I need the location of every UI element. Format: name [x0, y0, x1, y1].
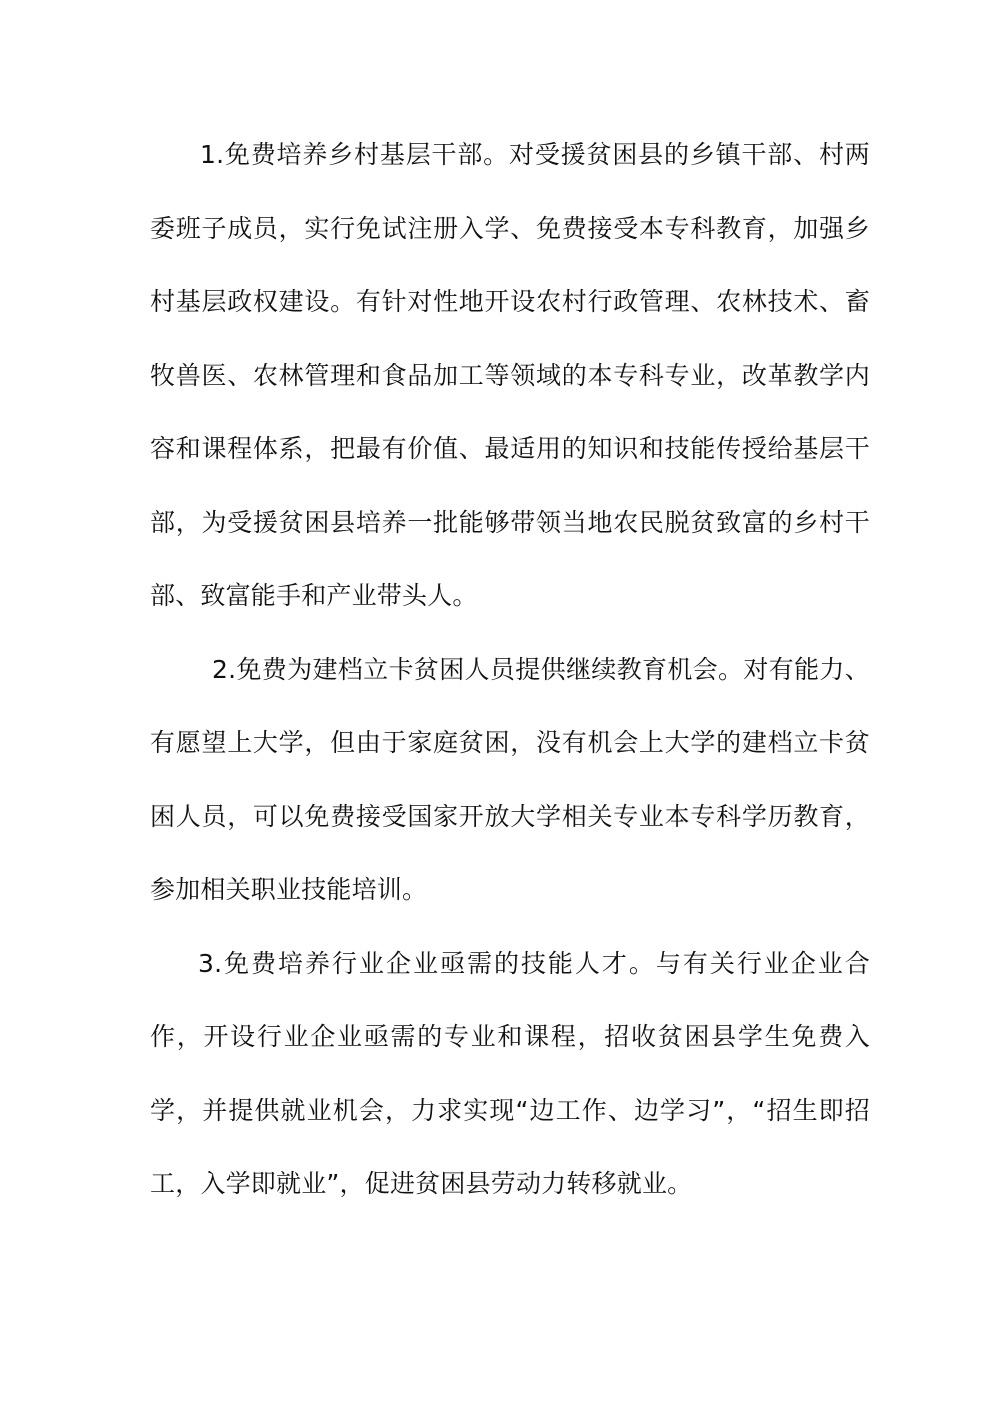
paragraph-1-body: 对受援贫困县的乡镇干部、村两委班子成员，实行免试注册入学、免费接受本专科教育，加强乡村基层政权建设。有针对性地开设农村行政管理、农林技术、畜牧兽医、农林管理和食品加工等领域的本专科专业，改革教学内容和课程体系，把最有价值、最适用的知识和技能传授给基层干部，为受援贫困县培养一批能够带领当地农民脱贫致富的乡村干部、致富能手和产业带头人。: [150, 140, 870, 610]
paragraph-1: [150, 118, 870, 633]
paragraph-3-number: 3.: [198, 948, 223, 978]
paragraph-3-body: 与有关行业企业合作，开设行业企业亟需的专业和课程，招收贫困县学生免费入学，并提供就业机会，力求实现“边工作、边学习”，“招生即招工，入学即就业”，促进贫困县劳动力转移就业。: [150, 948, 870, 1198]
paragraph-2-body: 对有能力、有愿望上大学，但由于家庭贫困，没有机会上大学的建档立卡贫困人员，可以免费接受国家开放大学相关专业本专科学历教育，参加相关职业技能培训。: [150, 654, 870, 904]
paragraph-3-lead: 免费培养行业企业亟需的技能人才。: [222, 948, 656, 978]
paragraph-1-number: 1.: [200, 140, 225, 169]
document-body: [150, 118, 870, 1221]
paragraph-2-lead: 免费为建档立卡贫困人员提供继续教育机会。: [236, 654, 744, 684]
paragraph-2-number: 2.: [212, 654, 237, 684]
paragraph-3: [150, 927, 870, 1221]
paragraph-2: [150, 633, 870, 927]
paragraph-1-lead: 免费培养乡村基层干部。: [224, 140, 510, 169]
